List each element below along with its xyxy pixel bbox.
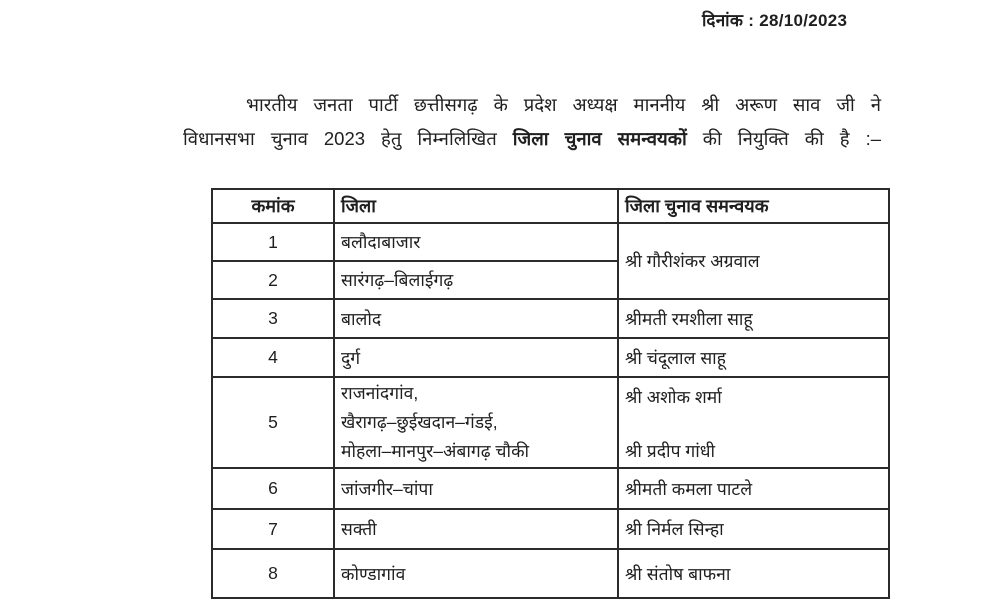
table-row	[212, 549, 889, 598]
cell-coordinator-6: श्रीमती कमला पाटले	[618, 468, 889, 509]
cell-district-5	[334, 377, 618, 468]
cell-serial-6: 6	[212, 468, 334, 509]
cell-serial-4: 4	[212, 338, 334, 377]
intro-line-2	[183, 122, 881, 156]
cell-serial-5: 5	[212, 377, 334, 468]
coordinators-table	[211, 188, 890, 599]
col-header-district: जिला	[334, 189, 618, 223]
cell-coordinator-5	[618, 377, 889, 468]
cell-coordinator-1-2: श्री गौरीशंकर अग्रवाल	[618, 223, 889, 299]
intro-line2-suffix: की नियुक्ति की है :–	[702, 128, 882, 149]
cell-serial-2: 2	[212, 261, 334, 299]
coordinator-name: श्री प्रदीप गांधी	[625, 441, 716, 461]
intro-line-1: भारतीय जनता पार्टी छत्तीसगढ़ के प्रदेश अध्यक्ष माननीय श्री अरूण साव जी ने	[246, 94, 881, 115]
intro-line2-bold-phrase: जिला चुनाव समन्वयकों	[512, 128, 687, 149]
cell-serial-8: 8	[212, 549, 334, 598]
table-row	[212, 223, 889, 261]
cell-serial-7: 7	[212, 509, 334, 549]
document-date: दिनांक : 28/10/2023	[702, 11, 848, 30]
cell-serial-1: 1	[212, 223, 334, 261]
table-row	[212, 299, 889, 338]
table-header-row	[212, 189, 889, 223]
cell-district-3: बालोद	[334, 299, 618, 338]
cell-district-6: जांजगीर–चांपा	[334, 468, 618, 509]
cell-district-8: कोण्डागांव	[334, 549, 618, 598]
cell-serial-3: 3	[212, 299, 334, 338]
col-header-coordinator: जिला चुनाव समन्वयक	[618, 189, 889, 223]
cell-coordinator-4: श्री चंदूलाल साहू	[618, 338, 889, 377]
cell-district-1: बलौदाबाजार	[334, 223, 618, 261]
table-row	[212, 377, 889, 468]
district-line: मोहला–मानपुर–अंबागढ़ चौकी	[341, 441, 530, 461]
table-row	[212, 468, 889, 509]
cell-coordinator-3: श्रीमती रमशीला साहू	[618, 299, 889, 338]
intro-line2-prefix: विधानसभा चुनाव 2023 हेतु निम्नलिखित	[183, 128, 497, 149]
col-header-serial: कमांक	[212, 189, 334, 223]
intro-paragraph	[183, 88, 881, 156]
cell-coordinator-7: श्री निर्मल सिन्हा	[618, 509, 889, 549]
cell-coordinator-8: श्री संतोष बाफना	[618, 549, 889, 598]
table-row	[212, 338, 889, 377]
table-row	[212, 509, 889, 549]
cell-district-2: सारंगढ़–बिलाईगढ़	[334, 261, 618, 299]
coordinator-name: श्री अशोक शर्मा	[625, 387, 722, 407]
cell-district-7: सक्ती	[334, 509, 618, 549]
district-line: राजनांदगांव,	[341, 383, 419, 403]
district-line: खैरागढ़–छुईखदान–गंडई,	[341, 412, 498, 432]
cell-district-4: दुर्ग	[334, 338, 618, 377]
